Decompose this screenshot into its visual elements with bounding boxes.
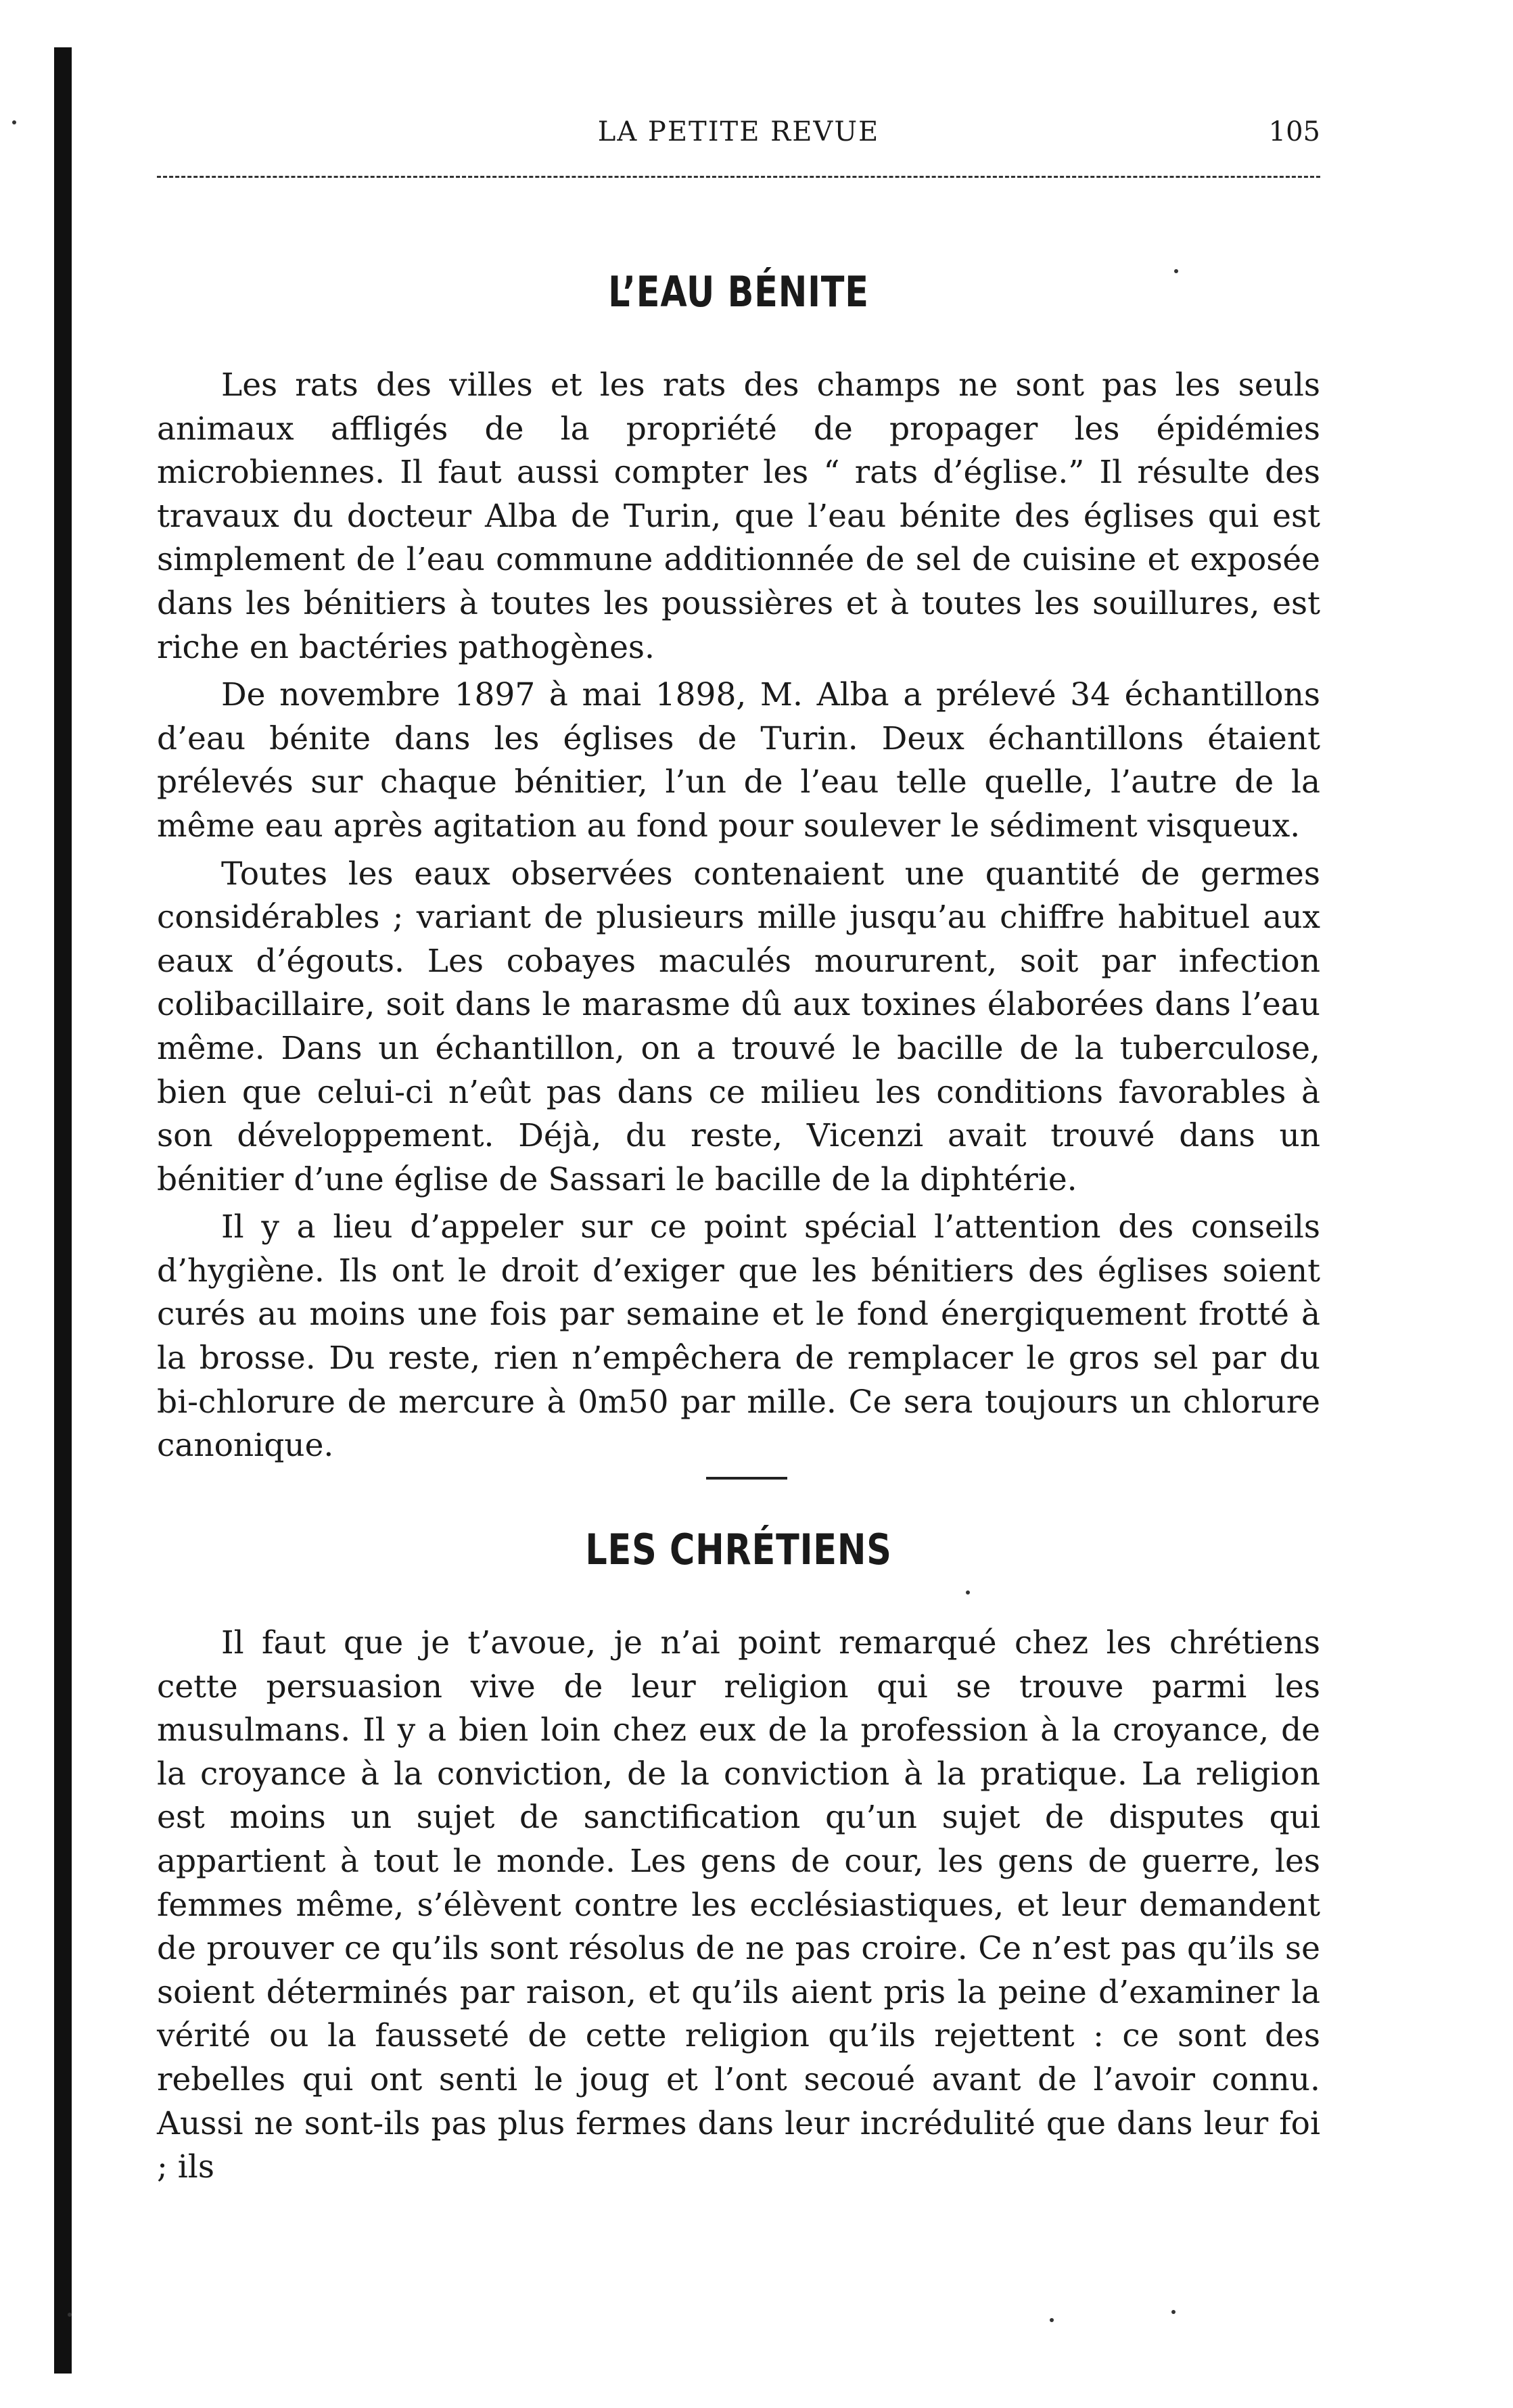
article-title: L’EAU BÉNITE bbox=[608, 267, 869, 316]
page-number: 105 bbox=[1268, 116, 1320, 147]
binding-edge bbox=[54, 47, 72, 2374]
running-header bbox=[157, 116, 1320, 157]
article-title: LES CHRÉTIENS bbox=[585, 1525, 892, 1574]
paragraph: De novembre 1897 à mai 1898, M. Alba a prélevé 34 échantillons d’eau bénite dans les églises de Turin. Deux échantillons étaient prélevés sur chaque bénitier, l’un de l’eau telle quelle, l’autre de la même eau après agitation au fond pour soulever le sédiment visqueux. bbox=[157, 676, 1320, 845]
article-body bbox=[157, 1622, 1320, 2190]
paragraph: Il faut que je t’avoue, je n’ai point remarqué chez les chrétiens cette persuasion vive de leur religion qui se trouve parmi les musulmans. Il y a bien loin chez eux de la profession à la croyance, de la croyance à la conviction, de la conviction à la pratique. La religion est moins un sujet de sanctification qu’un sujet de disputes qui appartient à tout le monde. Les gens de cour, les gens de guerre, les femmes même, s’élèvent contre les ecclésiastiques, et leur demandent de prouver ce qu’ils sont résolus de ne pas croire. Ce n’est pas qu’ils se soient déterminés par raison, et qu’ils aient pris la peine d’examiner la vérité ou la fausseté de cette religion qu’ils rejettent : ce sont des rebelles qui ont senti le joug et l’ont secoué avant de l’avoir connu. Aussi ne sont-ils pas plus fermes dans leur incrédulité que dans leur foi ; ils bbox=[157, 1624, 1320, 2186]
scan-speck bbox=[12, 120, 16, 124]
header-rule bbox=[157, 176, 1320, 178]
article-body bbox=[157, 364, 1320, 1468]
scan-speck bbox=[1050, 2318, 1054, 2322]
paragraph: Il y a lieu d’appeler sur ce point spécial l’attention des conseils d’hygiène. Ils ont le droit d’exiger que les bénitiers des églises soient curés au moins une fois par semaine et le fond énergiquement frotté à la brosse. Du reste, rien n’empêchera de remplacer le gros sel par du bi-chlorure de mercure à 0m50 par mille. Ce sera toujours un chlorure canonique. bbox=[157, 1208, 1320, 1465]
scan-speck bbox=[68, 2313, 72, 2317]
paragraph: Toutes les eaux observées contenaient une quantité de germes considérables ; variant de plusieurs mille jusqu’au chiffre habituel aux eaux d’égouts. Les cobayes maculés moururent, soit par infection colibacillaire, soit dans le marasme dû aux toxines élaborées dans l’eau même. Dans un échantillon, on a trouvé le bacille de la tuberculose, bien que celui-ci n’eût pas dans ce milieu les conditions favorables à son développement. Déjà, du reste, Vicenzi avait trouvé dans un bénitier d’une église de Sassari le bacille de la diphtérie. bbox=[157, 855, 1320, 1198]
running-title: LA PETITE REVUE bbox=[597, 116, 880, 147]
paragraph: Les rats des villes et les rats des champs ne sont pas les seuls animaux affligés de la propriété de propager les épidémies microbiennes. Il faut aussi compter les “ rats d’église.” Il résulte des travaux du docteur Alba de Turin, que l’eau bénite des églises qui est simplement de l’eau commune additionnée de sel de cuisine et exposée dans les bénitiers à toutes les poussières et à toutes les souillures, est riche en bactéries pathogènes. bbox=[157, 367, 1320, 666]
article-eau-benite bbox=[157, 267, 1320, 1468]
section-divider bbox=[706, 1477, 787, 1480]
article-les-chretiens bbox=[157, 1525, 1320, 2190]
scan-speck bbox=[1171, 2310, 1176, 2314]
